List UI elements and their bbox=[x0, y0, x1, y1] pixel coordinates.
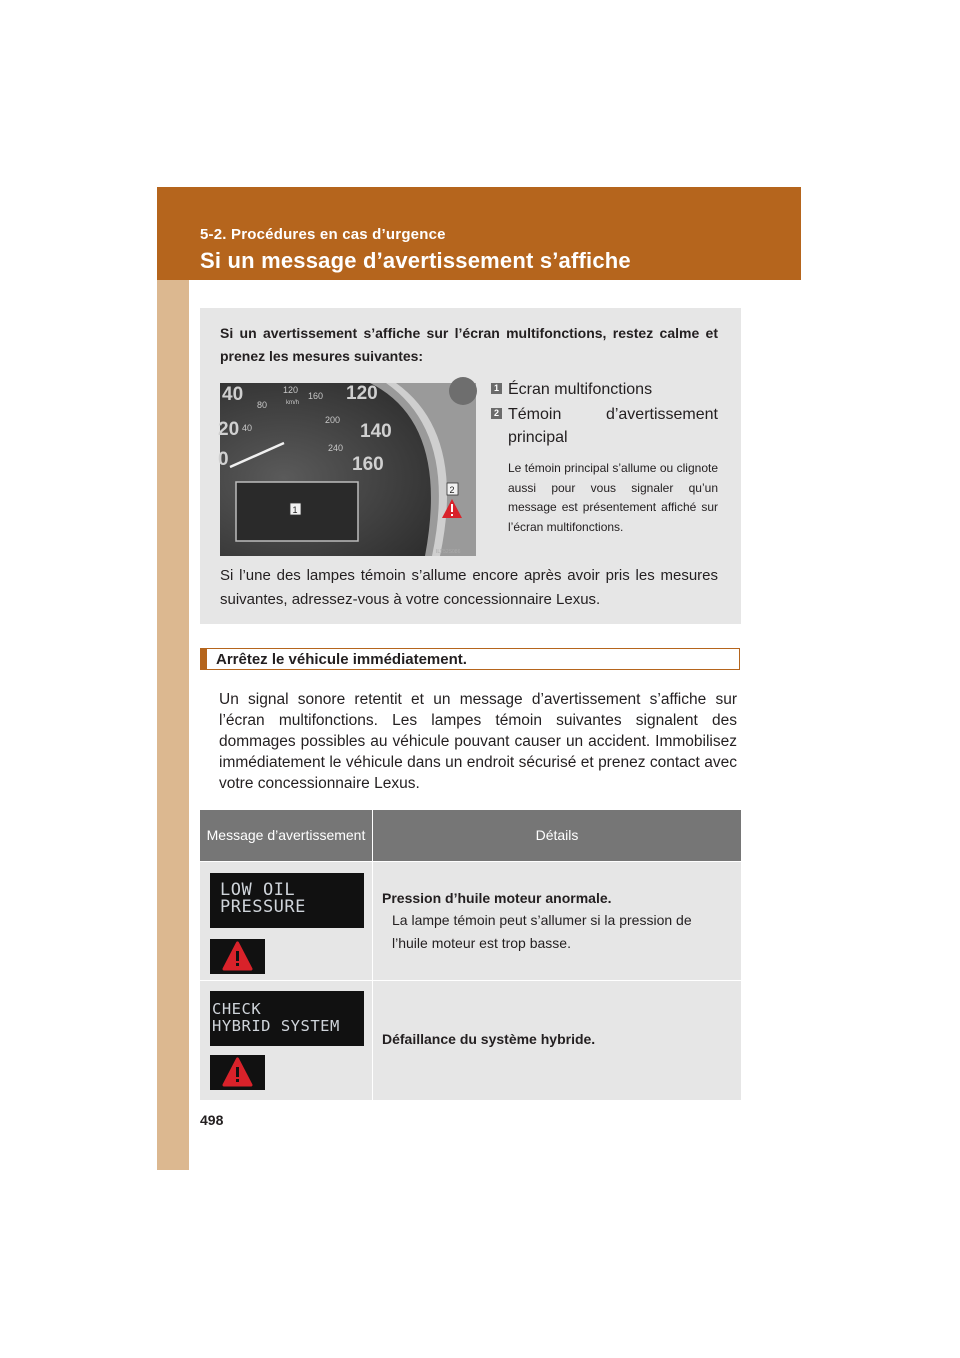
legend-number: 2 bbox=[491, 408, 502, 419]
legend-label: Écran multifonctions bbox=[508, 381, 653, 398]
info-outro: Si l’une des lampes témoin s’allume encore après avoir pris les mesures suivantes, adressez-vous à votre concessionnaire Lexus. bbox=[220, 567, 718, 608]
body-paragraph: Un signal sonore retentit et un message d’avertissement s’affiche sur l’écran multifonctions. Les lampes témoin suivantes signalent des dommages possibles au véhicule pouvant causer un accident. Immobilisez immédiatement le véhicule dans un endroit sécurisé et prenez contact avec votre concessionnaire Lexus. bbox=[219, 691, 737, 792]
gauge-tick: 20 bbox=[218, 419, 240, 440]
section-label: 5-2. Procédures en cas d’urgence bbox=[200, 226, 446, 243]
gauge-tick: 200 bbox=[325, 415, 341, 425]
warning-triangle-icon bbox=[210, 1055, 265, 1090]
column-header-details: Détails bbox=[373, 810, 741, 861]
subheading-text: Arrêtez le véhicule immédiatement. bbox=[216, 651, 467, 668]
legend-item-2 bbox=[491, 403, 718, 449]
warning-lamp bbox=[210, 939, 265, 974]
gauge-tick: 120 bbox=[283, 385, 299, 395]
side-margin-band bbox=[157, 187, 189, 1170]
image-code: ILY52S086 bbox=[436, 549, 461, 555]
page-title: Si un message d’avertissement s’affiche bbox=[200, 248, 631, 273]
gauge-tick: 40 bbox=[222, 384, 244, 405]
legend-number: 1 bbox=[491, 383, 502, 394]
gauge-tick: 0 bbox=[218, 449, 229, 470]
gauge-tick: 140 bbox=[360, 421, 392, 442]
detail-title: Défaillance du système hybride. bbox=[382, 1031, 596, 1047]
instrument-cluster-image bbox=[220, 383, 476, 556]
legend-item-1 bbox=[491, 378, 718, 401]
subheading bbox=[200, 648, 740, 670]
page-number: 498 bbox=[200, 1112, 224, 1128]
gauge-tick: 160 bbox=[308, 391, 324, 401]
gauge-tick: 40 bbox=[242, 423, 253, 433]
gauge-tick: 240 bbox=[328, 443, 344, 453]
column-header-message: Message d’avertissement bbox=[200, 810, 372, 861]
table-cell-details bbox=[373, 862, 741, 980]
legend-note: Le témoin principal s’allume ou clignote aussi pour vous signaler qu’un message est présentement affiché sur l’écran multifonctions. bbox=[508, 461, 718, 534]
table-cell-details bbox=[373, 981, 741, 1100]
table-cell-message bbox=[200, 862, 372, 980]
legend-label: Témoin d’avertissement principal bbox=[508, 406, 718, 446]
info-intro: Si un avertissement s’affiche sur l’écran multifonctions, restez calme et prenez les mesures suivantes: bbox=[220, 325, 718, 364]
lcd-message: LOW OIL PRESSURE bbox=[210, 873, 364, 928]
callout-2: 2 bbox=[449, 485, 455, 495]
detail-title: Pression d’huile moteur anormale. bbox=[382, 890, 612, 906]
gauge-tick: 80 bbox=[257, 400, 268, 410]
lcd-message: CHECK HYBRID SYSTEM bbox=[210, 991, 364, 1046]
subheading-accent bbox=[201, 649, 207, 669]
gauge-tick: 120 bbox=[346, 383, 378, 404]
table-cell-message bbox=[200, 981, 372, 1100]
warning-table bbox=[200, 810, 741, 1100]
gauge-unit: km/h bbox=[286, 400, 300, 406]
callout-1: 1 bbox=[292, 505, 298, 515]
detail-text: La lampe témoin peut s’allumer si la pression de l’huile moteur est trop basse. bbox=[392, 912, 692, 951]
warning-lamp bbox=[210, 1055, 265, 1090]
warning-triangle-icon bbox=[210, 939, 265, 974]
gauge-tick: 160 bbox=[352, 454, 384, 475]
